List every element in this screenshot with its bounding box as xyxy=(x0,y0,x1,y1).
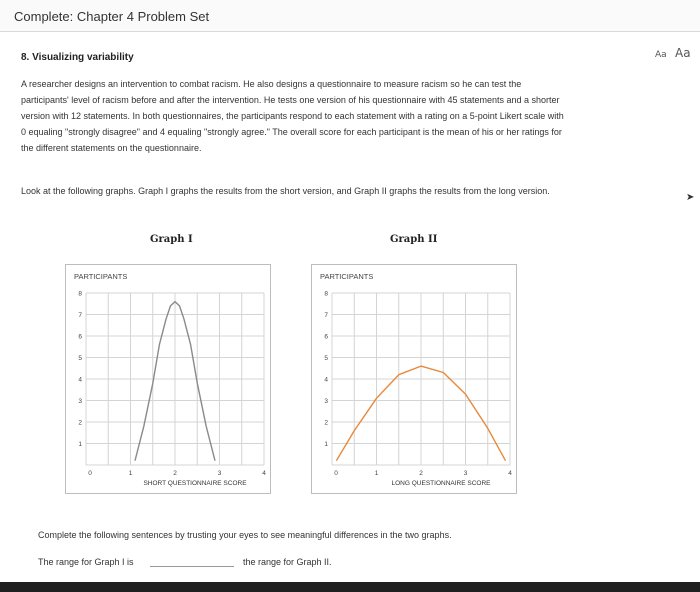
x-tick-label: 3 xyxy=(463,470,468,477)
y-tick-label: 3 xyxy=(78,398,82,405)
graph-2-title: Graph II xyxy=(390,234,438,245)
y-tick-label: 8 xyxy=(78,290,82,298)
y-tick-label: 6 xyxy=(324,333,328,341)
y-tick-label: 1 xyxy=(324,441,328,448)
x-tick-label: 1 xyxy=(128,470,133,477)
y-tick-label: 6 xyxy=(78,333,82,341)
y-tick-label: 3 xyxy=(324,398,328,405)
graph-1-svg xyxy=(66,265,272,495)
y-tick-label: 2 xyxy=(78,419,82,427)
range-answer-dropdown[interactable] xyxy=(150,566,234,567)
y-tick-label: 2 xyxy=(324,419,328,427)
y-tick-label: 5 xyxy=(78,355,82,362)
x-axis-label: SHORT QUESTIONNAIRE SCORE xyxy=(143,480,247,487)
graph-instructions: Look at the following graphs. Graph I graphs the results from the short version, and Graph II graphs the results from the long version. xyxy=(21,186,550,196)
range-sentence-suffix: the range for Graph II. xyxy=(243,557,332,567)
question-title: 8. Visualizing variability xyxy=(21,52,134,63)
y-tick-label: 5 xyxy=(324,355,328,362)
y-tick-label: 4 xyxy=(324,376,328,384)
y-axis-label: PARTICIPANTS xyxy=(320,272,374,281)
x-tick-label: 1 xyxy=(374,470,379,477)
y-tick-label: 4 xyxy=(78,376,82,384)
increase-font-button[interactable]: Aa xyxy=(675,46,691,60)
bottom-bar xyxy=(0,582,700,592)
x-tick-label: 3 xyxy=(217,470,222,477)
x-tick-label: 2 xyxy=(419,470,423,477)
graph-1-panel xyxy=(65,264,271,494)
y-tick-label: 7 xyxy=(324,312,328,319)
x-tick-label: 0 xyxy=(334,470,338,477)
question-intro: A researcher designs an intervention to combat racism. He also designs a questionnaire to measure racism so he can test the participants' level of racism before and after the intervention. He tests one version of his questionnaire with 45 statements and a shorter version with 12 statements. In both questionnaires, the participants respond to each statement with a rating on a 5-point Likert scale with 0 equaling "strongly disagree" and 4 equaling "strongly agree." The overall score for each participant is the mean of his or her ratings for the different statements on the questionnaire. xyxy=(21,79,564,153)
graph-2-panel xyxy=(311,264,517,494)
x-tick-label: 4 xyxy=(508,470,512,477)
x-tick-label: 2 xyxy=(173,470,177,477)
graph-2-svg xyxy=(312,265,518,495)
graph-1-title: Graph I xyxy=(150,234,193,245)
y-tick-label: 1 xyxy=(78,441,82,448)
x-tick-label: 0 xyxy=(88,470,92,477)
complete-instructions: Complete the following sentences by trusting your eyes to see meaningful differences in the two graphs. xyxy=(38,530,452,540)
y-tick-label: 7 xyxy=(78,312,82,319)
y-axis-label: PARTICIPANTS xyxy=(74,272,128,281)
x-axis-label: LONG QUESTIONNAIRE SCORE xyxy=(391,480,491,487)
y-tick-label: 8 xyxy=(324,290,328,298)
page-title: Complete: Chapter 4 Problem Set xyxy=(14,9,210,24)
x-tick-label: 4 xyxy=(262,470,266,477)
range-sentence-prefix: The range for Graph I is xyxy=(38,557,134,567)
decrease-font-button[interactable]: Aa xyxy=(655,50,667,60)
app-header xyxy=(0,0,700,32)
mouse-cursor-icon: ➤ xyxy=(686,192,695,203)
